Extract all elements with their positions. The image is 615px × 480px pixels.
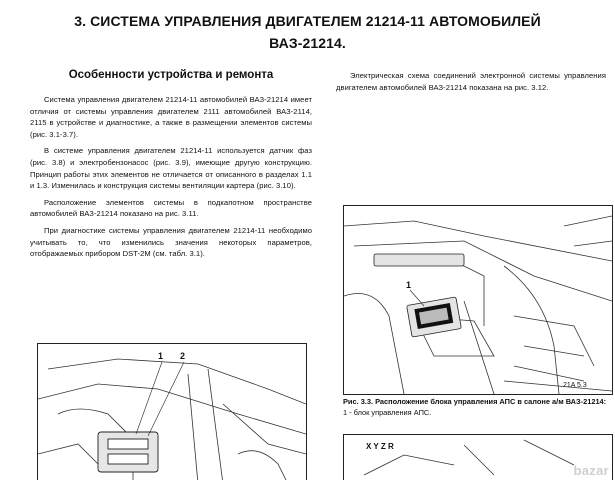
watermark-logo: bazar (573, 463, 609, 478)
figure-connector-labels: X Y Z R (366, 442, 394, 451)
paragraph-3: Расположение элементов системы в подкапотном пространстве автомобилей ВАЗ-21214 показано на рис. 3.11. (30, 197, 312, 219)
figure-label-2: 2 (180, 351, 186, 361)
caption-title: Рис. 3.3. Расположение блока управления АПС в салоне а/м ВАЗ-21214: (343, 397, 607, 406)
paragraph-2: В системе управления двигателем 21214-11 используется датчик фаз (рис. 3.8) и электробензонасос (рис. 3.9), имеющие другую конструкцию. Принцип работы этих элементов не отличается от описанного в разделах 1.1 и 1.3. Изменилась и конструкция системы вентиляции картера (рис. 3.10). (30, 146, 312, 191)
figure-bottom-right (343, 434, 613, 480)
figure-caption (343, 396, 611, 418)
figure-label-1: 1 (158, 351, 164, 361)
section-heading: Особенности устройства и ремонта (68, 69, 274, 81)
title-line-2: ВАЗ-21214. (269, 35, 346, 51)
figure-3-3 (343, 205, 613, 395)
cabin-illustration (344, 206, 612, 394)
right-column (336, 70, 606, 98)
page-title (0, 10, 615, 54)
caption-text: 1 - блок управления АПС. (343, 408, 432, 417)
left-column (30, 68, 312, 265)
right-paragraph: Электрическая схема соединений электронной системы управления двигателем автомобилей ВАЗ-21214 показана на рис. 3.12. (336, 71, 606, 92)
figure-code: 21A 5.3 (563, 382, 587, 389)
figure-engine-bay (37, 343, 307, 480)
figure-3-3-label-1: 1 (406, 280, 412, 290)
paragraph-4: При диагностике системы управления двигателем 21214-11 необходимо учитывать то, что изменились значения некоторых параметров, отображаемых прибором DST-2M (см. табл. 3.1). (30, 225, 312, 259)
engine-bay-illustration (38, 344, 306, 480)
bottom-right-illustration (344, 435, 612, 480)
paragraph-1: Система управления двигателем 21214-11 автомобилей ВАЗ-21214 имеет отличия от системы управления двигателем 2111 автомобилей ВАЗ-2114, 2115 в устройстве и диагностике, а также в размещении элементов системы (рис. 3.1-3.7). (30, 95, 312, 139)
title-line-1: 3. СИСТЕМА УПРАВЛЕНИЯ ДВИГАТЕЛЕМ 21214-11 АВТОМОБИЛЕЙ (74, 13, 541, 29)
